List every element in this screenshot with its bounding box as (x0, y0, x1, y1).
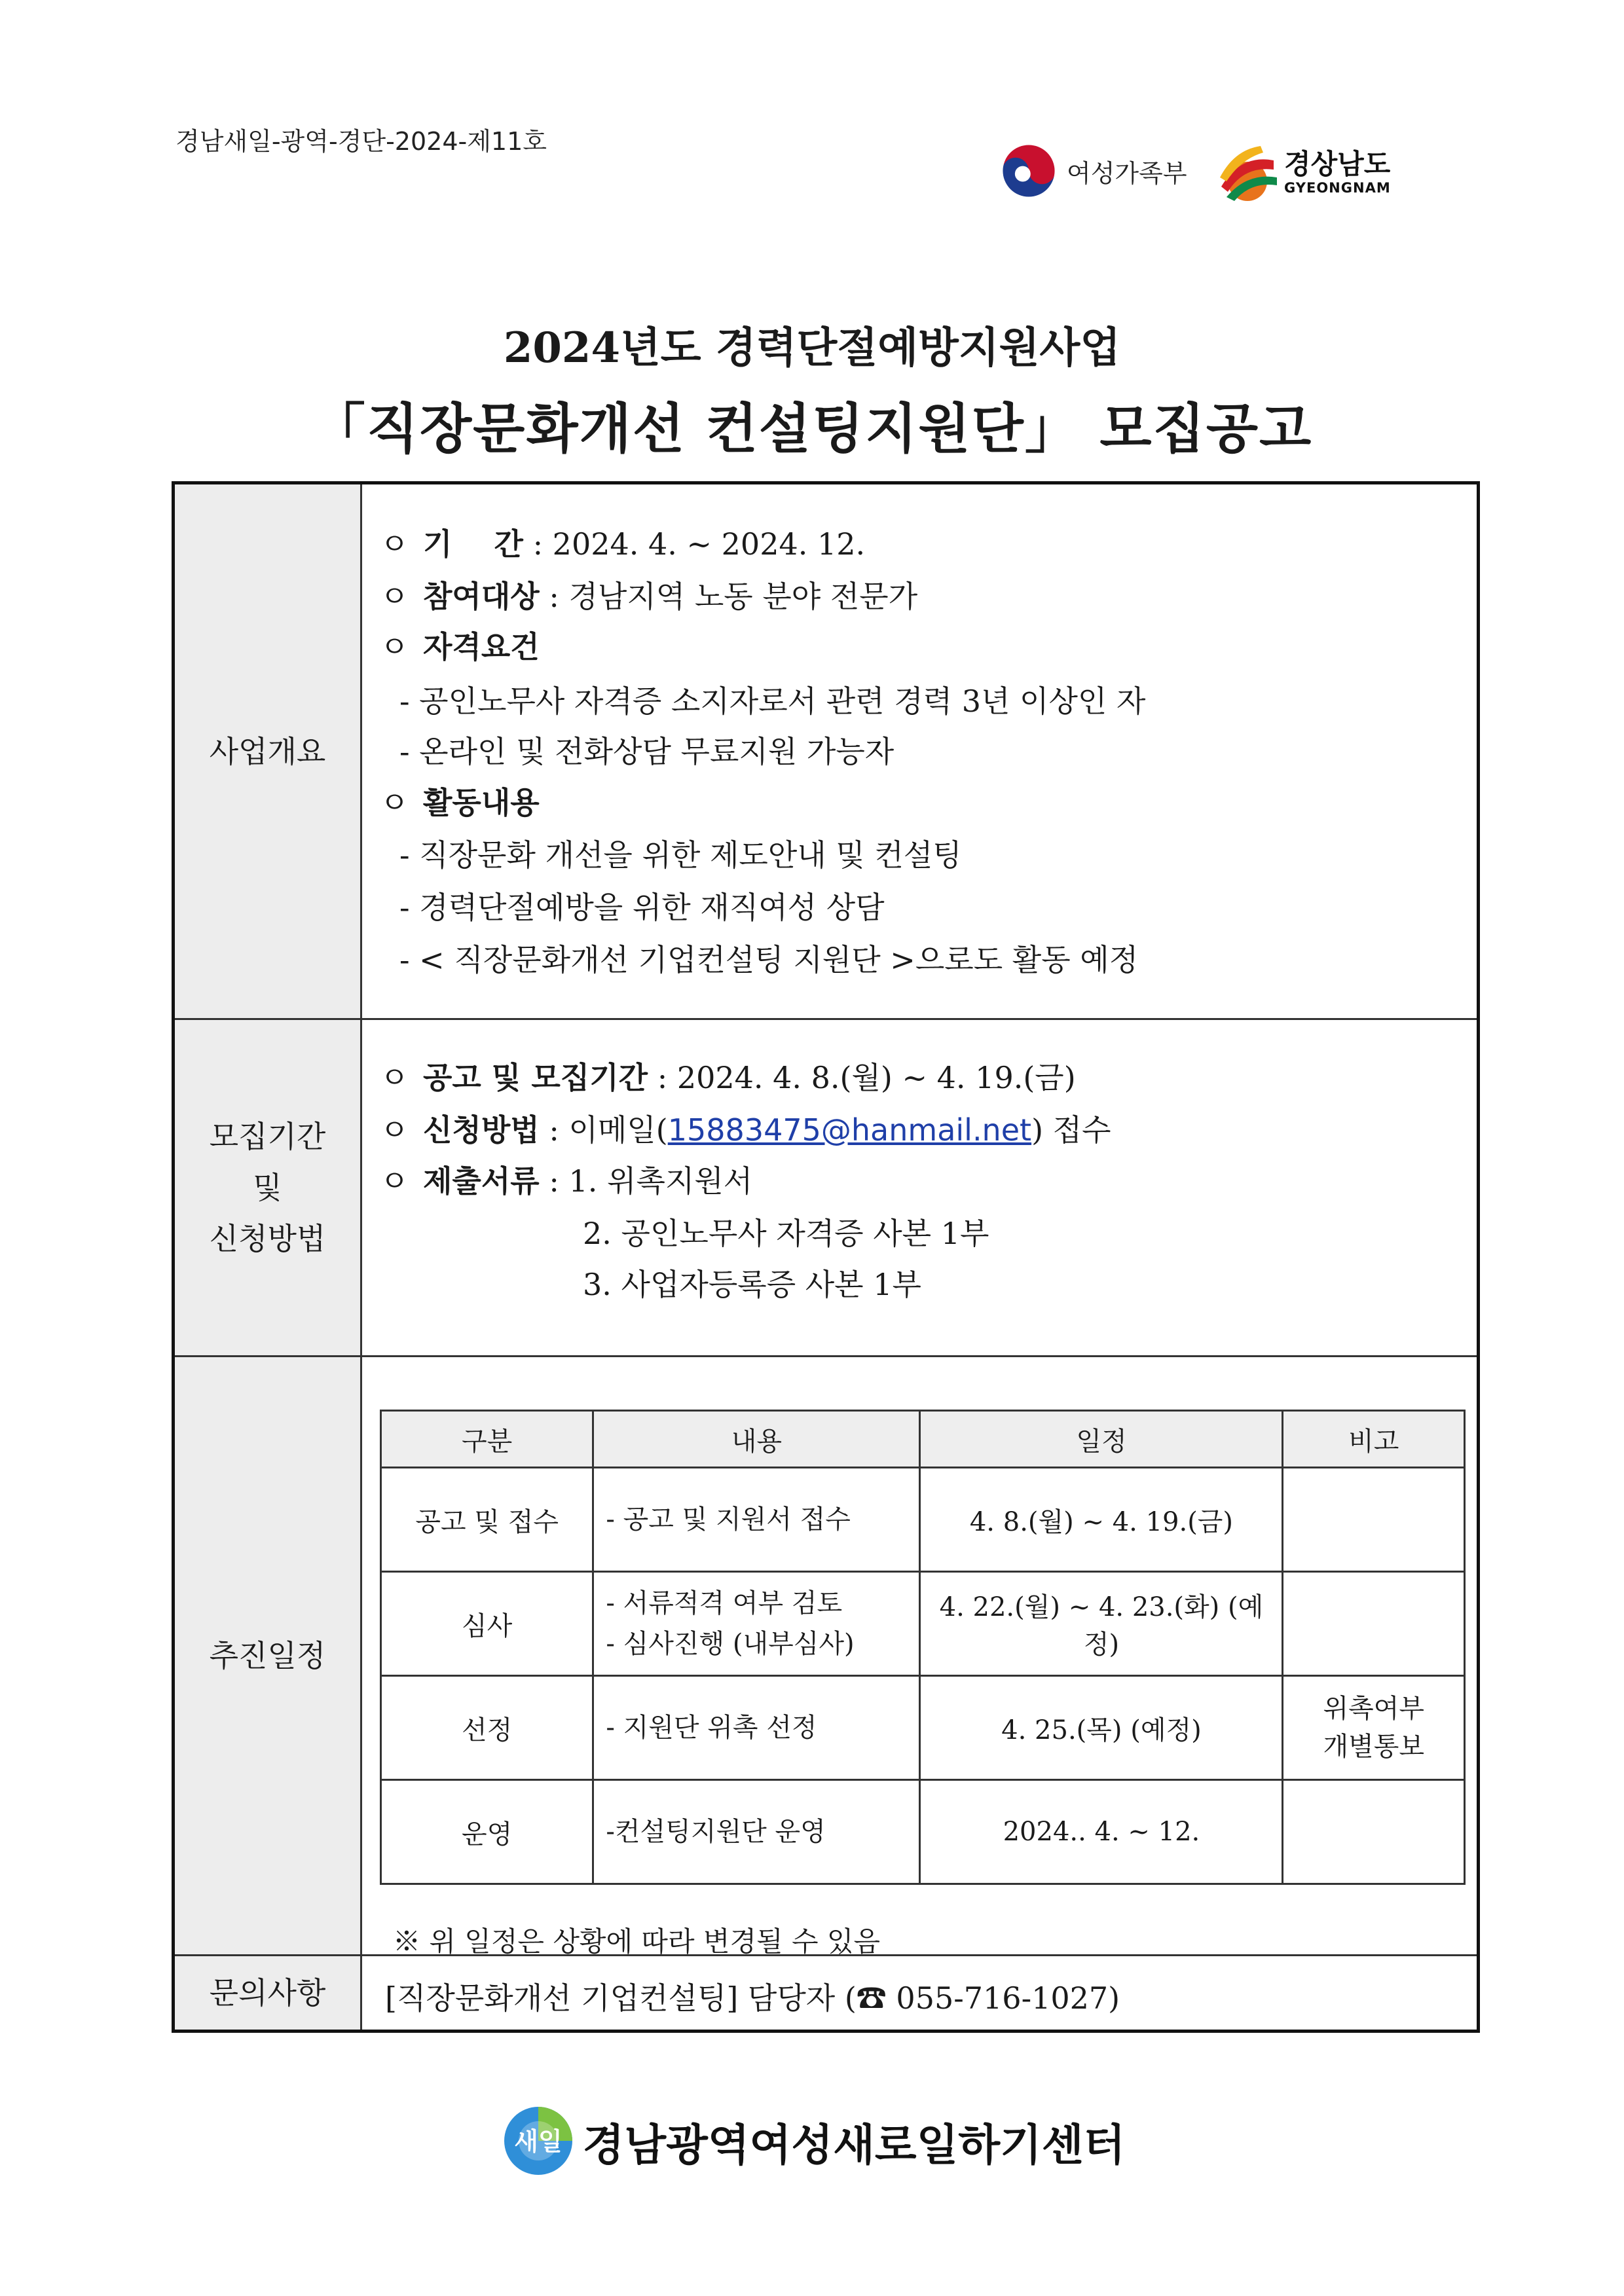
cell-date: 2024.. 4. ~ 12. (920, 1780, 1283, 1884)
bullet-icon: ㅇ (380, 1163, 409, 1199)
qualification-label: 자격요건 (423, 629, 540, 665)
header-content: 내용 (593, 1411, 920, 1468)
overview-period (380, 520, 865, 564)
document-title: 「직장문화개선 컨설팅지원단」 모집공고 (311, 397, 1313, 460)
content-line: - 공고 및 지원서 접수 (606, 1504, 851, 1535)
content-line: -컨설팅지원단 운영 (606, 1817, 826, 1847)
cell-category: 심사 (381, 1572, 593, 1676)
recruit-period (380, 1054, 1076, 1097)
schedule-body (360, 1357, 1477, 1958)
inquiry-label: 문의사항 (175, 1956, 362, 2030)
table-row (381, 1676, 1465, 1780)
mogef-logo (999, 141, 1187, 201)
inquiry-value: [직장문화개선 기업컨설팅] 담당자 (☎ 055-716-1027) (385, 1980, 1120, 2016)
gyeongnam-logo-korean: 경상남도 (1284, 148, 1391, 180)
inquiry-body (360, 1956, 1477, 2030)
recruit-docs (380, 1157, 752, 1201)
cell-date: 4. 8.(월) ~ 4. 19.(금) (920, 1468, 1283, 1572)
overview-body (360, 484, 1477, 1018)
announcement-table (172, 481, 1480, 2033)
inquiry-row (175, 1954, 1477, 2030)
recruit-label-line: 신청방법 (209, 1221, 326, 1256)
recruit-period-label: 공고 및 모집기간 (423, 1060, 648, 1095)
footer-org-name: 경남광역여성새로일하기센터 (582, 2119, 1126, 2170)
docs-item: 2. 공인노무사 자격증 사본 1부 (583, 1216, 989, 1251)
schedule-table (380, 1410, 1466, 1885)
recruit-label-line: 및 (253, 1170, 282, 1205)
cell-category: 공고 및 접수 (381, 1468, 593, 1572)
qualification-item: - 온라인 및 전화상담 무료지원 가능자 (399, 734, 895, 769)
cell-date: 4. 25.(목) (예정) (920, 1676, 1283, 1780)
document-subtitle: 2024년도 경력단절예방지원사업 (503, 323, 1121, 373)
cell-content (593, 1572, 920, 1676)
gyeongnam-logo (1215, 141, 1391, 204)
apply-suffix: ) 접수 (1031, 1112, 1111, 1148)
apply-label: 신청방법 (423, 1112, 540, 1148)
bullet-icon: ㅇ (380, 785, 409, 820)
target-label: 참여대상 (423, 579, 540, 614)
recruit-period-value: : 2024. 4. 8.(월) ~ 4. 19.(금) (657, 1060, 1076, 1095)
note-line: 위촉여부 (1323, 1694, 1425, 1724)
bullet-icon: ㅇ (380, 1060, 409, 1095)
cell-note (1283, 1468, 1465, 1572)
recruit-label (175, 1020, 362, 1355)
table-row (381, 1572, 1465, 1676)
taegeuk-icon (999, 141, 1059, 201)
qualification-item: - 공인노무사 자격증 소지자로서 관련 경력 3년 이상인 자 (399, 683, 1146, 719)
document-number: 경남새일-광역-경단-2024-제11호 (175, 127, 547, 156)
cell-note (1283, 1572, 1465, 1676)
mogef-logo-text: 여성가족부 (1067, 158, 1187, 188)
recruit-body (360, 1020, 1477, 1355)
content-line: - 서류적격 여부 검토 (606, 1588, 843, 1618)
content-line: - 심사진행 (내부심사) (606, 1629, 855, 1659)
saeil-logo-icon (499, 2102, 578, 2180)
bullet-icon: ㅇ (380, 629, 409, 665)
note-line: 개별통보 (1323, 1732, 1425, 1762)
overview-activity (380, 779, 540, 822)
header-date: 일정 (920, 1411, 1283, 1468)
overview-qualification (380, 623, 540, 666)
apply-prefix: : 이메일( (549, 1112, 668, 1148)
cell-content (593, 1780, 920, 1884)
saeil-logo-text: 새일 (513, 2127, 563, 2156)
cell-content (593, 1676, 920, 1780)
schedule-header-row (381, 1411, 1465, 1468)
activity-label: 활동내용 (423, 785, 540, 820)
overview-label: 사업개요 (175, 484, 362, 1018)
target-value: : 경남지역 노동 분야 전문가 (549, 579, 918, 614)
docs-item: 3. 사업자등록증 사본 1부 (583, 1267, 921, 1302)
header-logos (999, 137, 1418, 210)
schedule-label: 추진일정 (175, 1357, 362, 1954)
period-label: 기 간 (423, 526, 523, 562)
table-row (381, 1780, 1465, 1884)
recruit-label-line: 모집기간 (209, 1119, 326, 1154)
email-link[interactable]: 15883475@hanmail.net (667, 1112, 1032, 1148)
cell-date: 4. 22.(월) ~ 4. 23.(화) (예정) (920, 1572, 1283, 1676)
overview-row (175, 484, 1477, 1018)
content-line: - 지원단 위촉 선정 (606, 1713, 817, 1743)
gyeongnam-emblem-icon (1215, 141, 1280, 204)
recruit-apply (380, 1106, 1111, 1150)
bullet-icon: ㅇ (380, 1112, 409, 1148)
schedule-row (175, 1355, 1477, 1958)
header-note: 비고 (1283, 1411, 1465, 1468)
gyeongnam-logo-english: GYEONGNAM (1284, 180, 1391, 196)
recruit-row (175, 1018, 1477, 1355)
cell-note (1283, 1780, 1465, 1884)
period-value: : 2024. 4. ~ 2024. 12. (532, 526, 866, 562)
activity-item: - < 직장문화개선 기업컨설팅 지원단 >으로도 활동 예정 (399, 942, 1139, 977)
table-row (381, 1468, 1465, 1572)
cell-content (593, 1468, 920, 1572)
footer-organization (0, 2102, 1624, 2180)
cell-note (1283, 1676, 1465, 1780)
bullet-icon: ㅇ (380, 526, 409, 562)
bullet-icon: ㅇ (380, 579, 409, 614)
schedule-footnote: ※ 위 일정은 상황에 따라 변경될 수 있음 (393, 1925, 881, 1958)
overview-target (380, 573, 917, 616)
activity-item: - 직장문화 개선을 위한 제도안내 및 컨설팅 (399, 837, 962, 873)
cell-category: 운영 (381, 1780, 593, 1884)
docs-label: 제출서류 (423, 1163, 540, 1199)
activity-item: - 경력단절예방을 위한 재직여성 상담 (399, 890, 885, 925)
cell-category: 선정 (381, 1676, 593, 1780)
header-category: 구분 (381, 1411, 593, 1468)
docs-item: : 1. 위촉지원서 (549, 1163, 753, 1199)
